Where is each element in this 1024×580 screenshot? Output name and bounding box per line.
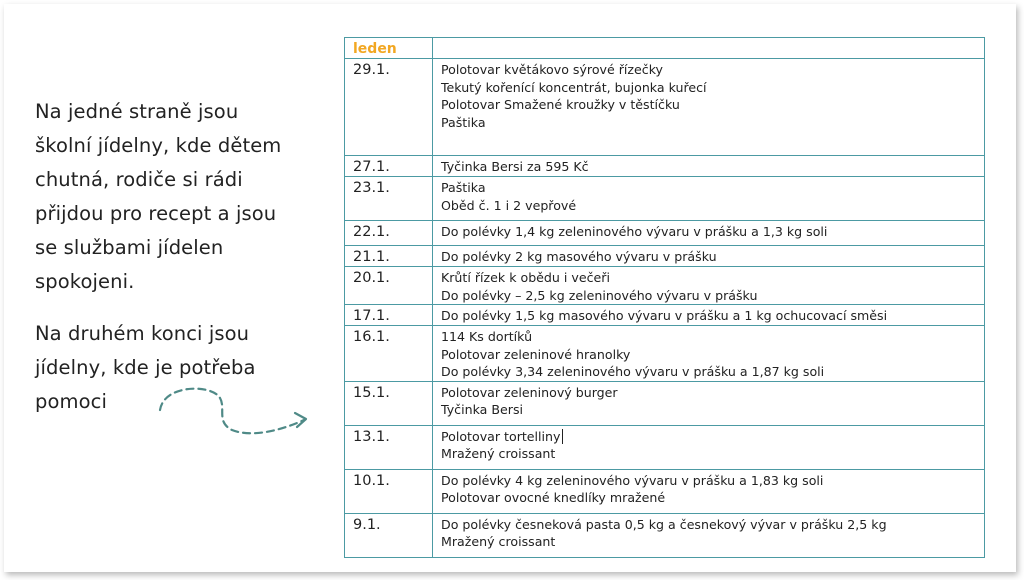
table-row <box>345 156 985 177</box>
menu-item: Tyčinka Bersi <box>441 402 524 418</box>
menu-item: Tyčinka Bersi za 595 Kč <box>441 159 589 175</box>
items-cell <box>433 59 985 156</box>
menu-item: Paštika <box>441 114 486 130</box>
menu-item: Polotovar zeleninový burger <box>441 384 618 400</box>
menu-item: 114 Ks dortíků <box>441 329 533 345</box>
menu-item: Paštika <box>441 180 486 196</box>
second-line: Na druhém konci jsou <box>35 322 250 345</box>
menu-item: Krůtí řízek k obědu i večeři <box>441 270 610 286</box>
date-cell: 15.1. <box>345 381 433 425</box>
text-cursor <box>562 429 563 444</box>
table-row <box>345 513 985 557</box>
slide-frame <box>4 4 1016 572</box>
menu-item: Do polévky 2 kg masového vývaru v prášku <box>441 249 717 265</box>
items-cell <box>433 246 985 267</box>
date-cell: 13.1. <box>345 425 433 469</box>
items-cell <box>433 326 985 382</box>
items-cell <box>433 513 985 557</box>
second-line: jídelny, kde je potřeba <box>35 356 256 379</box>
menu-item: Mražený croissant <box>441 446 556 462</box>
menu-item: Do polévky 1,4 kg zeleninového vývaru v prášku a 1,3 kg soli <box>441 224 828 240</box>
items-cell <box>433 469 985 513</box>
date-cell: 20.1. <box>345 267 433 305</box>
intro-line: školní jídelny, kde dětem <box>35 134 282 157</box>
items-cell <box>433 267 985 305</box>
date-cell: 16.1. <box>345 326 433 382</box>
table-row <box>345 59 985 156</box>
intro-line: chutná, rodiče si rádi <box>35 168 243 191</box>
date-cell: 22.1. <box>345 221 433 246</box>
date-cell: 27.1. <box>345 156 433 177</box>
date-cell: 29.1. <box>345 59 433 156</box>
date-cell: 9.1. <box>345 513 433 557</box>
menu-item: Tekutý kořenící koncentrát, bujonka kuřecí <box>441 79 707 95</box>
menu-item: Do polévky – 2,5 kg zeleninového vývaru v prášku <box>441 287 758 303</box>
table-row <box>345 221 985 246</box>
intro-line: se službami jídelen <box>35 236 224 259</box>
menu-item: Polotovar květákovo sýrové řízečky <box>441 62 663 78</box>
table-row <box>345 267 985 305</box>
menu-item: Do polévky 1,5 kg masového vývaru v prášku a 1 kg ochucovací směsi <box>441 308 888 324</box>
table-row <box>345 469 985 513</box>
table-row <box>345 326 985 382</box>
table-row <box>345 425 985 469</box>
menu-item: Do polévky 3,34 zeleninového vývaru v prášku a 1,87 kg soli <box>441 364 825 380</box>
menu-item: Polotovar zeleninové hranolky <box>441 346 631 362</box>
date-cell: 10.1. <box>345 469 433 513</box>
menu-item: Do polévky česneková pasta 0,5 kg a česnekový vývar v prášku 2,5 kg <box>441 516 887 532</box>
date-cell: 23.1. <box>345 177 433 221</box>
items-cell <box>433 305 985 326</box>
table-row <box>345 381 985 425</box>
menu-item: Polotovar Smažené kroužky v těstíčku <box>441 97 680 113</box>
menu-table-wrap <box>344 37 985 557</box>
items-cell <box>433 177 985 221</box>
intro-paragraph <box>35 95 315 299</box>
table-row <box>345 305 985 326</box>
date-cell: 21.1. <box>345 246 433 267</box>
items-cell <box>433 156 985 177</box>
month-label: leden <box>345 38 433 59</box>
table-row <box>345 246 985 267</box>
menu-table <box>344 37 985 558</box>
menu-item: Polotovar tortelliny <box>441 428 561 444</box>
items-cell <box>433 425 985 469</box>
intro-line: spokojeni. <box>35 270 135 293</box>
intro-line: Na jedné straně jsou <box>35 100 239 123</box>
date-cell: 17.1. <box>345 305 433 326</box>
menu-item: Do polévky 4 kg zeleninového vývaru v prášku a 1,83 kg soli <box>441 472 824 488</box>
intro-line: přijdou pro recept a jsou <box>35 202 277 225</box>
table-row <box>345 177 985 221</box>
header-empty-cell <box>433 38 985 59</box>
menu-item: Oběd č. 1 i 2 vepřové <box>441 197 577 213</box>
menu-item: Mražený croissant <box>441 534 556 550</box>
items-cell <box>433 381 985 425</box>
table-header-row <box>345 38 985 59</box>
second-line: pomoci <box>35 390 107 413</box>
dashed-curved-arrow-icon <box>154 382 324 442</box>
items-cell <box>433 221 985 246</box>
menu-item: Polotovar ovocné knedlíky mražené <box>441 490 666 506</box>
